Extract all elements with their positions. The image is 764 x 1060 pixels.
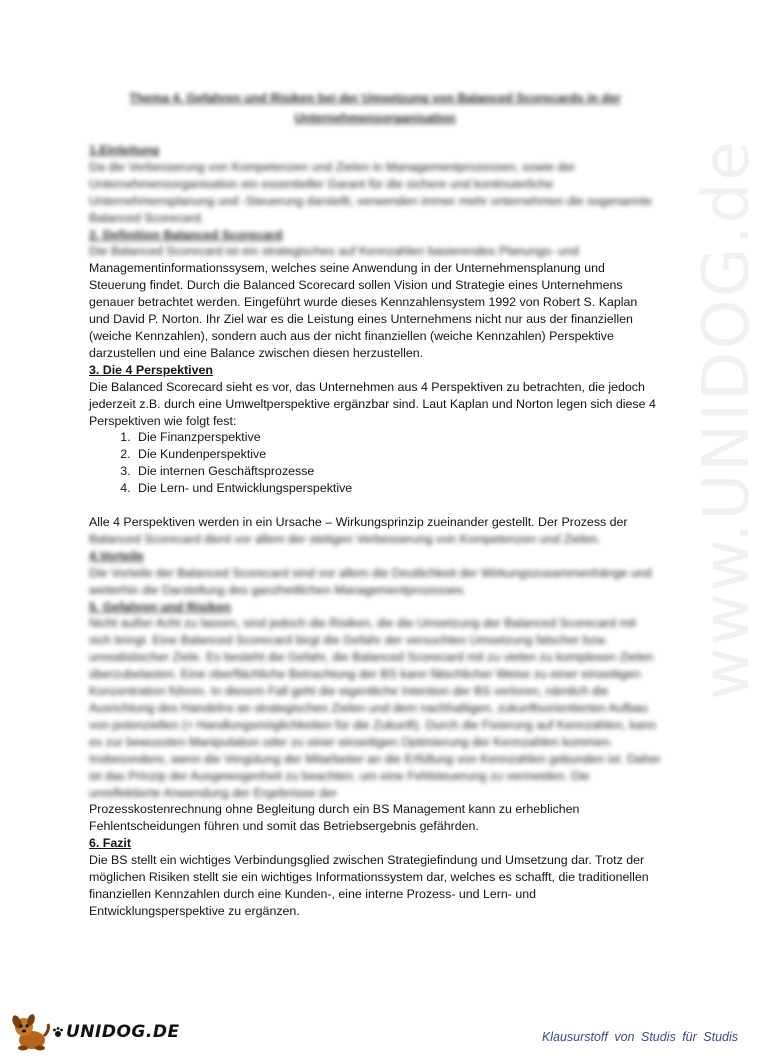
unidog-logo[interactable]: [10, 1012, 180, 1052]
section-1-text: Da die Verbesserung von Kompetenzen und Zielen in Managementprozessen, sowie der Unternehmensorganisation ein essentieller Garant für die sichere und kontinuierliche Unternehmensplanung und -Steuerung darstellt, verwenden immer mehr unternehmen die sogenannte Balanced Scorecard.: [89, 159, 652, 225]
list-item: 2. Die Kundenperspektive: [134, 446, 661, 463]
section-6-heading: 6. Fazit: [89, 836, 131, 851]
section-5-heading: 5. Gefahren und Risiken: [89, 599, 231, 614]
logo-text: UNIDOG.DE: [66, 1022, 180, 1042]
section-3-after-text: Alle 4 Perspektiven werden in ein Ursache – Wirkungsprinzip zueinander gestellt. Der Prozess der: [89, 515, 628, 530]
list-item: 4. Die Lern- und Entwicklungsperspektive: [134, 480, 661, 497]
section-1-heading: 1.Einleitung: [89, 143, 160, 157]
section-5-text: Prozesskostenrechnung ohne Begleitung durch ein BS Management kann zu erheblichen Fehlentscheidungen führen und somit das Betriebsergebnis gefährden.: [89, 802, 580, 834]
footer-tagline: Klausurstoff von Studis für Studis: [541, 1030, 738, 1044]
document-title-line-1: Thema 4. Gefahren und Risiken bei der Umsetzung von Balanced Scorecards in der: [129, 91, 621, 105]
document-title-line-2: Unternehmensorganisation: [294, 111, 456, 125]
section-2-heading: 2. Definition Balanced Scorecard: [89, 227, 283, 242]
paw-icon: [52, 1026, 64, 1038]
watermark: www.UNIDOG.de: [690, 139, 764, 700]
section-4-heading: 4.Vorteile: [89, 548, 144, 563]
dog-mascot-icon: [10, 1012, 52, 1052]
list-item: 3. Die internen Geschäftsprozesse: [134, 463, 661, 480]
section-2-text: Managementinformationssysem, welches seine Anwendung in der Unternehmensplanung und Steuerung findet. Durch die Balanced Scorecard sollen Vision und Strategie eines Unternehmens genauer betrachtet werden. Eingeführt wurde dieses Kennzahlensystem 1992 von Robert S. Kaplan und David P. Norton. Ihr Ziel war es die Leistung eines Unternehmens nicht nur aus der finanziellen (weiche Kennzahlen), sondern auch aus der nicht finanziellen (weiche Kennzahlen) Perspektive darzustellen und eine Balance zwischen diesen herzustellen.: [89, 261, 638, 360]
section-6-text: Die BS stellt ein wichtiges Verbindungsglied zwischen Strategiefindung und Umsetzung dar. Trotz der möglichen Risiken stellt sie ein wichtiges Informationssystem dar, welches es schafft, die traditionellen finanziellen Kennzahlen durch eine Kunden-, eine interne Prozess- und Lern- und Entwicklungsperspektive zu ergänzen.: [89, 853, 649, 918]
perspectives-list: [89, 429, 661, 497]
section-2-text-blurred: Die Balanced Scorecard ist ein strategisches auf Kennzahlen basierendes Planungs- und: [89, 244, 579, 259]
section-4-text: Die Vorteile der Balanced Scorecard sind vor allem die Deutlichkeit der Wirkungszusammenhänge und weiterhin die Darstellung des ganzheitlichen Managementprozesses.: [89, 565, 652, 597]
list-item: 1. Die Finanzperspektive: [134, 429, 661, 446]
section-3-heading: 3. Die 4 Perspektiven: [89, 362, 213, 377]
section-3-text: Die Balanced Scorecard sieht es vor, das Unternehmen aus 4 Perspektiven zu betrachten, die jedoch jederzeit z.B. durch eine Umweltperspektive ergänzbar sind. Laut Kaplan und Norton legen sich diese 4 Perspektiven wie folgt fest:: [89, 379, 656, 428]
document-body: [89, 88, 661, 920]
section-5-text-blurred: Nicht außer Acht zu lassen, sind jedoch die Risiken, die die Umsetzung der Balanced Scorecard mit sich bringt. Eine Balanced Scorecard birgt die Gefahr der versuchten Umsetzung falscher bzw. unrealistischer Ziele. Es besteht die Gefahr, die Balanced Scorecard mit zu vielen zu komplexen Zielen überzubelasten. Eine oberflächliche Betrachtung der BS kann fälschlicher Weise zu einer einseitigen Konzentration führen. In diesem Fall geht die eigentliche Intention der BS verloren, nämlich die Ausrichtung des Handelns an strategischen Zielen und dem nachhaltigen, zukunftsorientierten Aufbau von potenziellen (= Handlungsmöglichkeiten für die Zukunft). Durch die Fixierung auf Kennzahlen, kann es zur bewussten Manipulation oder zu einer einseitigen Optimierung der Kennzahlen kommen. Insbesondere, wenn die Vergütung der Mitarbeiter an die Erfüllung von Kennzahlen gebunden ist. Daher ist das Prinzip der Ausgewogenheit zu beachten, um eine Fehlsteuerung zu vermeiden. Die unreflektierte Anwendung der Ergebnisse der: [89, 616, 661, 800]
document-title: [89, 88, 661, 128]
section-3-after-text-blurred: Balanced Scorecard dient vor allem der stetigen Verbesserung von Kompetenzen und Zielen.: [89, 531, 601, 546]
